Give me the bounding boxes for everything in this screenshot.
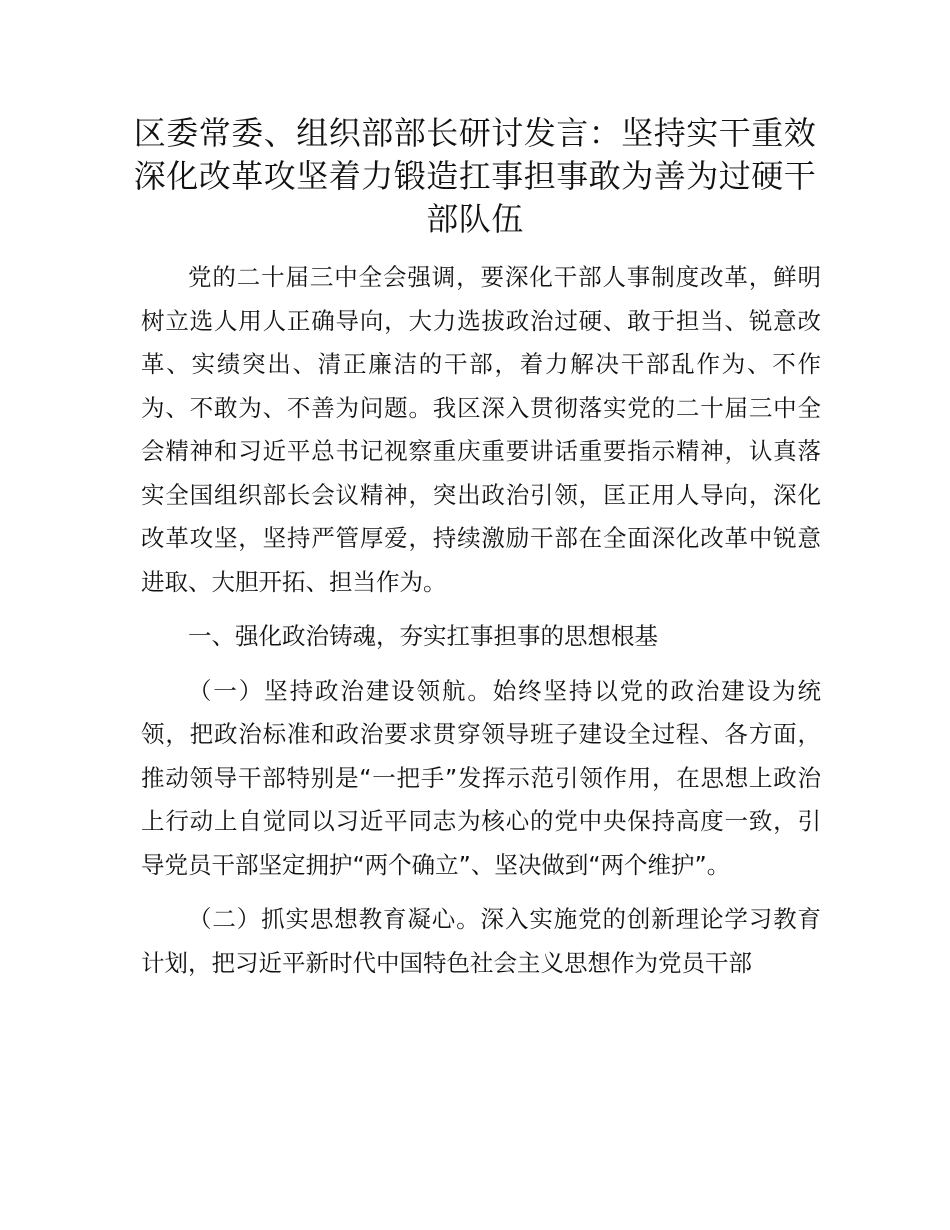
- paragraph-political-building: （一）坚持政治建设领航。始终坚持以党的政治建设为统领，把政治标准和政治要求贯穿领导班子建设全过程、各方面，推动领导干部特别是“一把手”发挥示范引领作用，在思想上政治上行动上自觉同以习近平同志为核心的党中央保持高度一致，引导党员干部坚定拥护“两个确立”、坚决做到“两个维护”。: [141, 676, 821, 879]
- paragraph-ideological-education: （二）抓实思想教育凝心。深入实施党的创新理论学习教育计划，把习近平新时代中国特色社会主义思想作为党员干部: [141, 905, 821, 977]
- section-heading-1: 一、强化政治铸魂，夯实扛事担事的思想根基: [188, 622, 658, 650]
- document-title: 区委常委、组织部部长研讨发言：坚持实干重效深化改革攻坚着力锻造扛事担事敢为善为过硬干部队伍: [133, 114, 817, 238]
- paragraph-intro: 党的二十届三中全会强调，要深化干部人事制度改革，鲜明树立选人用人正确导向，大力选拔政治过硬、敢于担当、锐意改革、实绩突出、清正廉洁的干部，着力解决干部乱作为、不作为、不敢为、不善为问题。我区深入贯彻落实党的二十届三中全会精神和习近平总书记视察重庆重要讲话重要指示精神，认真落实全国组织部长会议精神，突出政治引领，匡正用人导向，深化改革攻坚，坚持严管厚爱，持续激励干部在全面深化改革中锐意进取、大胆开拓、担当作为。: [141, 263, 821, 596]
- document-body: [141, 256, 821, 985]
